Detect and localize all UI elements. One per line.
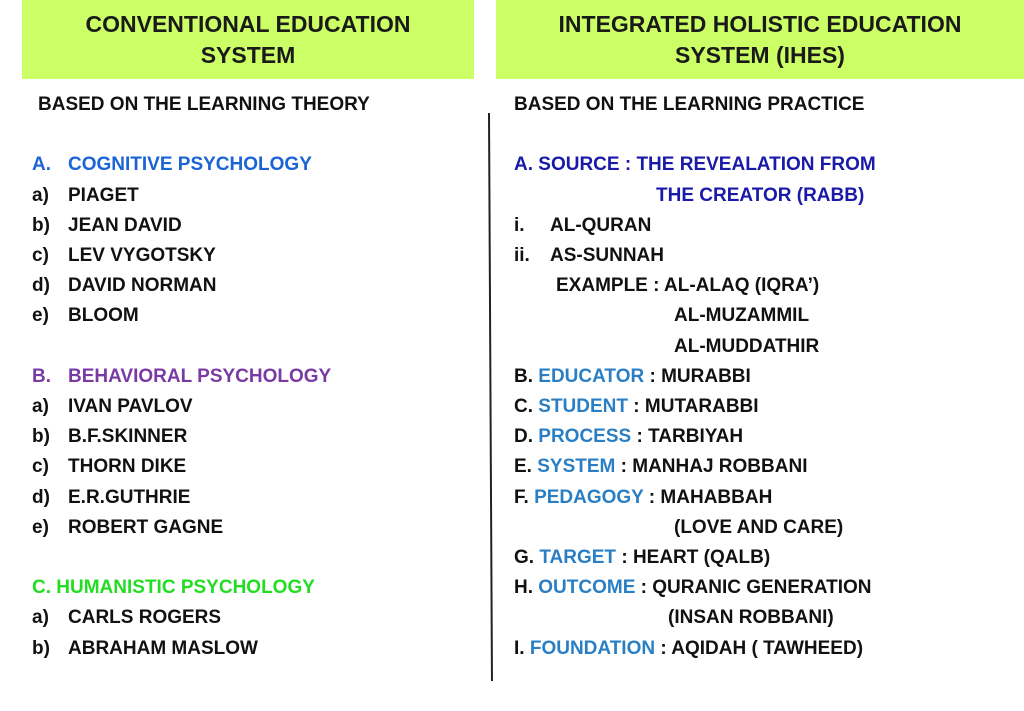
item-marker: a) (32, 184, 49, 206)
item-value: TARBIYAH (648, 426, 744, 448)
section-title: COGNITIVE PSYCHOLOGY (68, 154, 312, 176)
item-text: E.R.GUTHRIE (68, 486, 191, 508)
left-header-line-1: CONVENTIONAL EDUCATION (85, 10, 411, 37)
item-text: IVAN PAVLOV (68, 396, 193, 417)
list-item (514, 211, 651, 241)
ihes-item-outcome: H. OUTCOME : QURANIC GENERATION (514, 577, 872, 599)
list-item (32, 452, 186, 482)
list-item (32, 422, 187, 452)
left-header-line-2: SYSTEM (200, 41, 296, 68)
item-marker: a) (32, 607, 49, 629)
item-marker: b) (32, 214, 50, 236)
list-item (32, 271, 216, 301)
list-item (32, 241, 216, 271)
section-marker: A. (32, 154, 51, 176)
item-text: LEV VYGOTSKY (68, 245, 216, 266)
example-label: EXAMPLE : (556, 275, 665, 297)
section-marker: B. (32, 365, 51, 387)
item-text: THORN DIKE (68, 456, 187, 478)
ihes-item-educator: B. EDUCATOR : MURABBI (514, 365, 751, 387)
item-marker: c) (32, 245, 49, 266)
item-marker: H. (514, 577, 533, 599)
ihes-item-system: E. SYSTEM : MANHAJ ROBBANI (514, 456, 808, 478)
section-title: HUMANISTIC PSYCHOLOGY (56, 577, 315, 599)
item-text: ABRAHAM MASLOW (68, 637, 258, 659)
item-marker: b) (32, 637, 50, 659)
list-item (32, 301, 139, 331)
ihes-item-pedagogy-note: (LOVE AND CARE) (674, 516, 844, 538)
item-marker: i. (514, 214, 525, 236)
list-item (32, 483, 190, 513)
list-item (514, 241, 664, 271)
item-marker: a) (32, 396, 49, 417)
list-item (32, 513, 223, 543)
item-text: JEAN DAVID (68, 214, 182, 236)
item-key: PEDAGOGY (534, 486, 644, 508)
item-text: B.F.SKINNER (68, 426, 188, 448)
right-header-line-2: SYSTEM (IHES) (675, 41, 845, 68)
right-header (496, 0, 1024, 79)
item-text: AS-SUNNAH (550, 245, 664, 266)
item-value: MUTARABBI (644, 396, 759, 417)
section-c-heading (32, 573, 315, 603)
ihes-item-student: C. STUDENT : MUTARABBI (514, 396, 759, 417)
item-text: ROBERT GAGNE (68, 516, 224, 538)
right-header-line-1: INTEGRATED HOLISTIC EDUCATION (558, 10, 962, 37)
item-value: MANHAJ ROBBANI (632, 456, 808, 478)
item-key: STUDENT (538, 396, 629, 417)
item-key: OUTCOME (538, 577, 636, 599)
section-marker: C. (32, 577, 51, 599)
item-value: AQIDAH ( TAWHEED) (671, 637, 864, 659)
item-marker: d) (32, 486, 50, 508)
example-item: AL-ALAQ (IQRA’) (664, 275, 820, 297)
item-marker: F. (514, 486, 529, 508)
ihes-item-foundation: I. FOUNDATION : AQIDAH ( TAWHEED) (514, 637, 864, 659)
item-text: AL-QURAN (550, 214, 652, 236)
item-marker: e) (32, 305, 49, 327)
example-item: AL-MUZAMMIL (674, 305, 810, 327)
item-text: DAVID NORMAN (68, 275, 217, 297)
item-marker: C. (514, 396, 533, 417)
list-item (32, 603, 221, 633)
source-line-2: THE CREATOR (RABB) (656, 184, 865, 206)
column-divider (488, 113, 492, 681)
item-value: MAHABBAH (660, 486, 773, 508)
ihes-item-target: G. TARGET : HEART (QALB) (514, 547, 771, 568)
item-text: PIAGET (68, 184, 139, 206)
item-marker: e) (32, 516, 49, 538)
item-key: EDUCATOR (538, 365, 645, 387)
section-title: BEHAVIORAL PSYCHOLOGY (68, 365, 332, 387)
item-key: PROCESS (538, 426, 632, 448)
item-key: FOUNDATION (529, 637, 656, 659)
item-value: MURABBI (661, 365, 751, 387)
source-line-1: A. SOURCE : THE REVEALATION FROM (514, 154, 876, 176)
item-marker: E. (514, 456, 532, 478)
section-a-heading (32, 150, 312, 180)
item-text: BLOOM (68, 305, 139, 327)
ihes-item-process: D. PROCESS : TARBIYAH (514, 426, 744, 448)
list-item (32, 392, 193, 422)
item-value: HEART (QALB) (632, 547, 771, 568)
ihes-item-outcome-note: (INSAN ROBBANI) (668, 607, 834, 629)
item-text: CARLS ROGERS (68, 607, 222, 629)
item-marker: D. (514, 426, 533, 448)
list-item (32, 211, 182, 241)
example-line (556, 271, 819, 301)
ihes-item-pedagogy: F. PEDAGOGY : MAHABBAH (514, 486, 773, 508)
example-item: AL-MUDDATHIR (674, 335, 820, 357)
item-marker: ii. (514, 245, 530, 266)
left-header (22, 0, 474, 79)
right-intro: BASED ON THE LEARNING PRACTICE (514, 94, 865, 115)
item-key: SYSTEM (537, 456, 616, 478)
item-marker: b) (32, 426, 50, 448)
section-b-heading (32, 362, 331, 392)
item-marker: B. (514, 365, 533, 387)
item-marker: d) (32, 275, 50, 297)
item-marker: G. (514, 547, 535, 568)
left-intro: BASED ON THE LEARNING THEORY (38, 94, 370, 115)
list-item (32, 181, 139, 211)
list-item (32, 634, 258, 664)
item-marker: I. (514, 637, 525, 659)
item-marker: c) (32, 456, 49, 478)
item-key: TARGET (539, 547, 617, 568)
item-value: QURANIC GENERATION (652, 577, 872, 599)
